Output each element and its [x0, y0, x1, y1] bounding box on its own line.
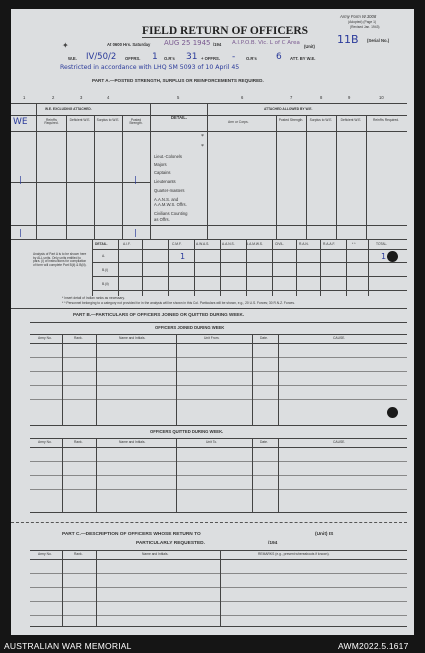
rank-item: Lieutenants [154, 179, 176, 184]
part-c-title: PART C.—DESCRIPTION OF OFFICERS WHOSE RETURN TO [62, 532, 201, 537]
offrs-label: OFFRS. [125, 56, 141, 61]
footer-source: AUSTRALIAN WAR MEMORIAL [4, 641, 132, 651]
ors-handwritten: 31 [186, 52, 198, 62]
quitted-title: OFFICERS QUITTED DURING WEEK. [150, 429, 224, 434]
date-stamp: AUG 25 1945 [164, 39, 211, 47]
rank-item: as Offrs. [154, 217, 170, 222]
footnote-2: * * Personnel belonging to a category not provided for in the analysis will be shown in this Col. Particulars will be shown, e.g., 20 U.S. Forces; 30 R.N.Z. Forces. [62, 301, 295, 305]
year-suffix: /194 [213, 42, 222, 47]
rank-item: Majors [154, 162, 167, 167]
we-label: W.E. [68, 56, 77, 61]
total-handwritten-count: 1 [381, 252, 387, 261]
tally-mark: | [19, 228, 22, 237]
revised-note: (Revised Jan. 1943) [350, 25, 380, 29]
rank-item: Civilians Counting [154, 211, 188, 216]
we-number-handwritten: IV/50/2 [86, 52, 117, 62]
unit-label: (Unit) [304, 44, 315, 49]
detail-header: DETAIL. [171, 115, 187, 120]
punch-hole [387, 407, 398, 418]
att-by-we-label: ATT. BY W.E. [290, 56, 316, 61]
serial-label: (Serial No.) [367, 38, 390, 43]
rank-item: A.A.M.W.S. Offrs. [154, 202, 187, 207]
rank-item: Captains [154, 170, 171, 175]
offrs-handwritten: 1 [152, 52, 158, 62]
cross-mark: ✦ [62, 41, 69, 50]
asterisk-mark: * [201, 134, 204, 140]
adopted-note: (Adopted) (Page 1) [348, 20, 377, 24]
part-a-title: PART A.—POSTED STRENGTH, SURPLUS OR REINFORCEMENTS REQUIRED. [92, 78, 264, 83]
plus-offrs-label: + OFFRS. [201, 56, 220, 61]
joined-title: OFFICERS JOINED DURING WEEK [155, 325, 225, 330]
tally-mark: | [134, 228, 137, 237]
form-title: FIELD RETURN OF OFFICERS [142, 25, 309, 37]
unit-stamp: A.I.P.O.B. Vic. L of C Area [232, 40, 300, 46]
we-excluding-header: W.E. EXCLUDING ATTACHED. [45, 107, 92, 111]
tally-mark: | [19, 175, 22, 184]
asterisk-mark: * [201, 144, 204, 150]
punch-hole [387, 251, 398, 262]
ors-label: O.R's [164, 56, 175, 61]
serial-number-handwritten: 11B [337, 33, 359, 46]
at-hours-label: At 0600 Hrs. Saturday [107, 42, 151, 47]
part-c-particularly: PARTICULARLY REQUESTED. [136, 541, 205, 546]
tally-mark: | [134, 175, 137, 184]
we-handwritten-mark: WE [13, 117, 28, 127]
rank-item: Quarter-masters [154, 188, 185, 193]
part-c-unit-is: (Unit) IS [315, 532, 334, 537]
cmf-handwritten-count: 1 [180, 252, 186, 261]
part-b-title: PART B.—PARTICULARS OF OFFICERS JOINED OR QUITTED DURING WEEK. [73, 312, 245, 317]
analysis-note: Analysis of Part A is to be shown here by ALL units. Only units entitled to para. (i) of instructions for compilation of form will complete Part B(ii) & B(iii). [33, 252, 87, 268]
footnote-1: * Insert detail of Indian ranks as necessary. [62, 296, 125, 300]
ors2-label: O.R's [246, 56, 257, 61]
rank-item: A.A.N.S. and [154, 197, 179, 202]
part-c-date-blank: /194 [268, 541, 278, 546]
footer-accession: AWM2022.5.1617 [338, 641, 409, 651]
perforation-line [11, 522, 407, 523]
offrs2-handwritten: - [232, 52, 236, 62]
rank-item: Lieut.-Colonels [154, 154, 182, 159]
restriction-note-handwritten: Restricted in accordance with LHQ SM 5093 of 10 April 45 [60, 64, 240, 71]
ors2-handwritten: 6 [276, 52, 282, 62]
army-form-number: Army Form W.3008 [340, 14, 377, 19]
attached-allowed-header: ATTACHED ALLOWED BY W.E. [264, 107, 313, 111]
